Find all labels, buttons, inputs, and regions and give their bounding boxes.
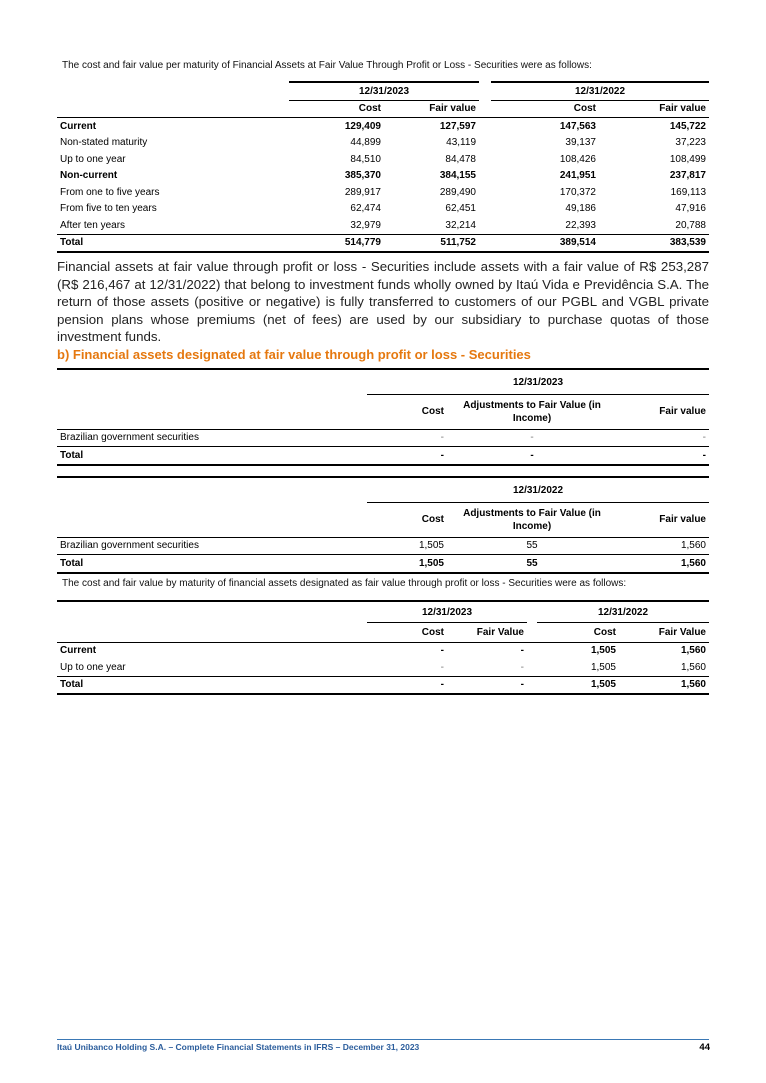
col-cost: Cost bbox=[537, 623, 619, 643]
table-designated-2022 bbox=[57, 476, 709, 574]
page-number: 44 bbox=[699, 1042, 710, 1053]
period-header-2022: 12/31/2022 bbox=[537, 601, 709, 623]
table-row-total: Total 1,505 55 1,560 bbox=[57, 555, 709, 573]
table-row-total: Total 514,779 511,752 389,514 383,539 bbox=[57, 234, 709, 252]
explanatory-paragraph: Financial assets at fair value through profit or loss - Securities include assets with a fair value of R$ 253,287 (R$ 216,467 at 12/31/2022) that belong to investment funds wholly owned by Itaú Vida e Previdência S.A. The return of those assets (positive or negative) is fully transferred to customers of our PGBL and VGBL private pension plans whose premiums (net of fees) are used by our subsidiary to purchase quotas of those investment funds. bbox=[57, 259, 709, 344]
table-row-total: Total - - - bbox=[57, 447, 709, 465]
col-fair-value: Fair value bbox=[617, 503, 709, 538]
col-fair-value: Fair Value bbox=[447, 623, 527, 643]
table-row: Non-stated maturity 44,899 43,119 39,137 37,223 bbox=[60, 137, 706, 149]
footer-divider bbox=[57, 1039, 709, 1040]
col-fair-value: Fair value bbox=[599, 100, 709, 118]
col-cost: Cost bbox=[491, 100, 599, 118]
footer-text: Itaú Unibanco Holding S.A. – Complete Financial Statements in IFRS – December 31, 2023 bbox=[57, 1042, 420, 1052]
table-row: Up to one year 84,510 84,478 108,426 108,499 bbox=[60, 153, 706, 165]
table-row: Current 129,409 127,597 147,563 145,722 bbox=[60, 120, 706, 132]
table-row: After ten years 32,979 32,214 22,393 20,788 bbox=[57, 217, 709, 234]
table-row: From one to five years 289,917 289,490 170,372 169,113 bbox=[60, 186, 706, 198]
table-row: From five to ten years 62,474 62,451 49,186 47,916 bbox=[60, 203, 706, 215]
period-header-2023: 12/31/2023 bbox=[289, 82, 479, 100]
col-fair-value: Fair Value bbox=[619, 623, 709, 643]
col-adjustments: Adjustments to Fair Value (in Income) bbox=[447, 395, 617, 430]
period-header-2023: 12/31/2023 bbox=[367, 601, 527, 623]
period-header-2022: 12/31/2022 bbox=[367, 477, 709, 503]
intro-text-1: The cost and fair value per maturity of Financial Assets at Fair Value Through Profit or Loss - Securities were as follows: bbox=[62, 60, 592, 71]
period-header-2022: 12/31/2022 bbox=[491, 82, 709, 100]
table-designated-2023 bbox=[57, 368, 709, 466]
table-row: Brazilian government securities 1,505 55 1,560 bbox=[57, 537, 709, 555]
col-cost: Cost bbox=[367, 395, 447, 430]
table-row: Current - - 1,505 1,560 bbox=[60, 645, 706, 657]
section-title: b) Financial assets designated at fair value through profit or loss - Securities bbox=[57, 347, 531, 362]
col-cost: Cost bbox=[367, 623, 447, 643]
col-adjustments: Adjustments to Fair Value (in Income) bbox=[447, 503, 617, 538]
col-fair-value: Fair value bbox=[617, 395, 709, 430]
table-row: Non-current 385,370 384,155 241,951 237,817 bbox=[60, 170, 706, 182]
table-maturity-fvtpl bbox=[57, 81, 709, 253]
col-fair-value: Fair value bbox=[384, 100, 479, 118]
intro-text-2: The cost and fair value by maturity of financial assets designated as fair value through profit or loss - Securities were as follows: bbox=[62, 578, 627, 589]
table-maturity-designated bbox=[57, 600, 709, 695]
col-cost: Cost bbox=[367, 503, 447, 538]
table-row: Brazilian government securities - - - bbox=[57, 429, 709, 447]
col-cost: Cost bbox=[289, 100, 384, 118]
table-row-total: Total - - 1,505 1,560 bbox=[57, 676, 709, 694]
period-header-2023: 12/31/2023 bbox=[367, 369, 709, 395]
table-row: Up to one year - - 1,505 1,560 bbox=[57, 659, 709, 676]
